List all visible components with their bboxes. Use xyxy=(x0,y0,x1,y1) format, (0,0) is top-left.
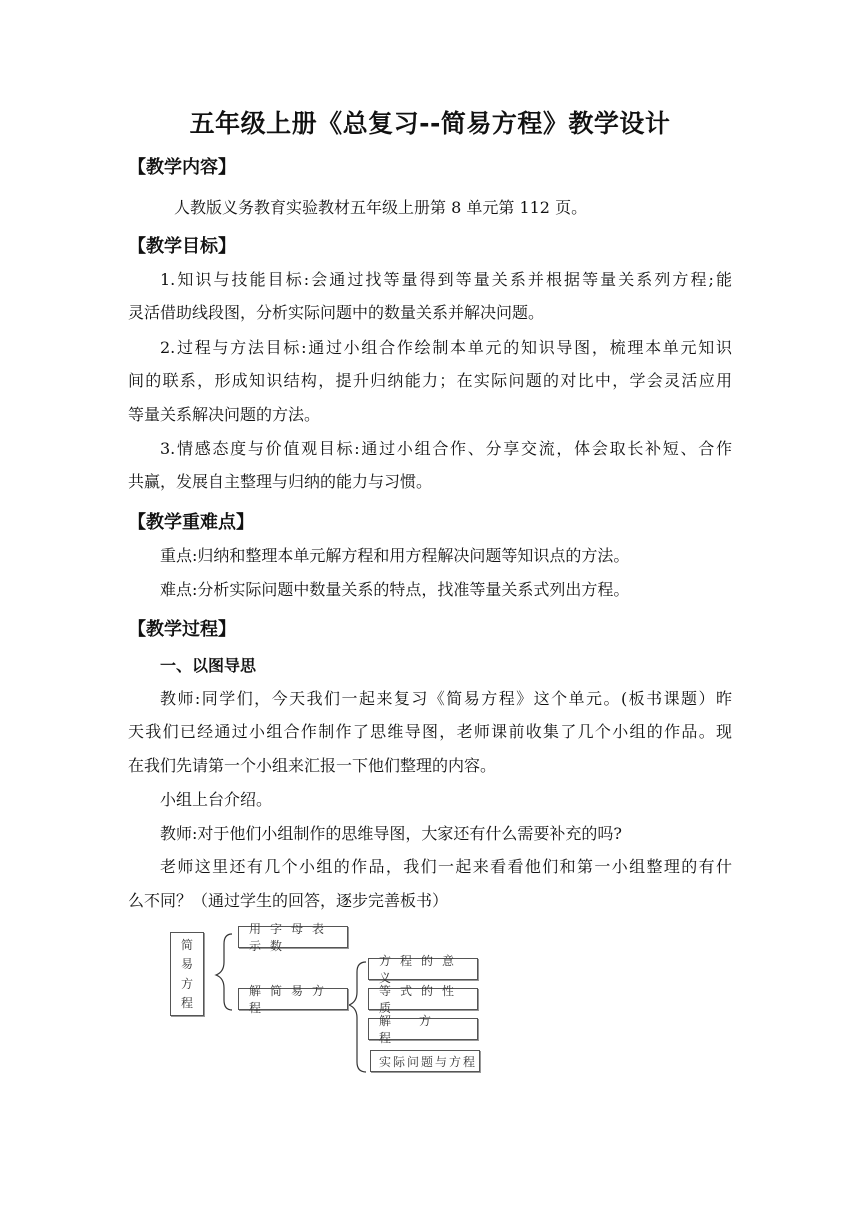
process-line: 在我们先请第一个小组来汇报一下他们整理的内容。 xyxy=(128,756,497,775)
mind-map-leaf: 解方程 xyxy=(368,1018,478,1040)
root-char: 程 xyxy=(180,996,193,1011)
keypoints-line: 难点:分析实际问题中数量关系的特点，找准等量关系式列出方程。 xyxy=(160,580,630,599)
section-heading-content: 【教学内容】 xyxy=(128,157,236,178)
process-line: 天我们已经通过小组合作制作了思维导图，老师课前收集了几个小组的作品。现 xyxy=(128,722,732,741)
mind-map-branch-letters: 用字母表示数 xyxy=(238,926,348,948)
process-line: 教师:同学们，今天我们一起来复习《简易方程》这个单元。(板书课题）昨 xyxy=(160,689,732,708)
mind-map-branch-equation: 解简易方程 xyxy=(238,988,348,1010)
mind-map-leaf: 等式的性质 xyxy=(368,988,478,1010)
process-line: 小组上台介绍。 xyxy=(160,790,273,809)
goals-line: 1.知识与技能目标:会通过找等量得到等量关系并根据等量关系列方程;能 xyxy=(160,270,732,289)
goals-line: 灵活借助线段图，分析实际问题中的数量关系并解决问题。 xyxy=(128,303,545,322)
document-title: 五年级上册《总复习--简易方程》教学设计 xyxy=(189,109,671,138)
process-line: 老师这里还有几个小组的作品，我们一起来看看他们和第一小组整理的有什 xyxy=(160,857,732,876)
goals-line: 2.过程与方法目标:通过小组合作绘制本单元的知识导图，梳理本单元知识 xyxy=(160,338,732,357)
section-heading-keypoints: 【教学重难点】 xyxy=(128,512,254,533)
mind-map-root xyxy=(170,932,204,1016)
goals-line: 等量关系解决问题的方法。 xyxy=(128,405,321,424)
goals-line: 共赢，发展自主整理与归纳的能力与习惯。 xyxy=(128,472,433,491)
mind-map-leaf: 方程的意义 xyxy=(368,958,478,980)
content-line: 人教版义务教育实验教材五年级上册第 8 单元第 112 页。 xyxy=(174,198,588,217)
goals-line: 3.情感态度与价值观目标:通过小组合作、分享交流，体会取长补短、合作 xyxy=(160,439,732,458)
process-line: 么不同？（通过学生的回答，逐步完善板书） xyxy=(128,891,449,910)
root-char: 易 xyxy=(180,957,193,972)
root-char: 简 xyxy=(180,937,193,952)
mind-map-leaf: 实际问题与方程 xyxy=(370,1050,480,1072)
goals-line: 间的联系，形成知识结构，提升归纳能力；在实际问题的对比中，学会灵活应用 xyxy=(128,371,732,390)
root-char: 方 xyxy=(180,976,193,991)
keypoints-line: 重点:归纳和整理本单元解方程和用方程解决问题等知识点的方法。 xyxy=(160,546,630,565)
section-heading-goals: 【教学目标】 xyxy=(128,236,236,257)
process-subheading: 一、以图导思 xyxy=(160,656,257,675)
section-heading-process: 【教学过程】 xyxy=(128,619,236,640)
process-line: 教师:对于他们小组制作的思维导图，大家还有什么需要补充的吗? xyxy=(160,824,622,843)
